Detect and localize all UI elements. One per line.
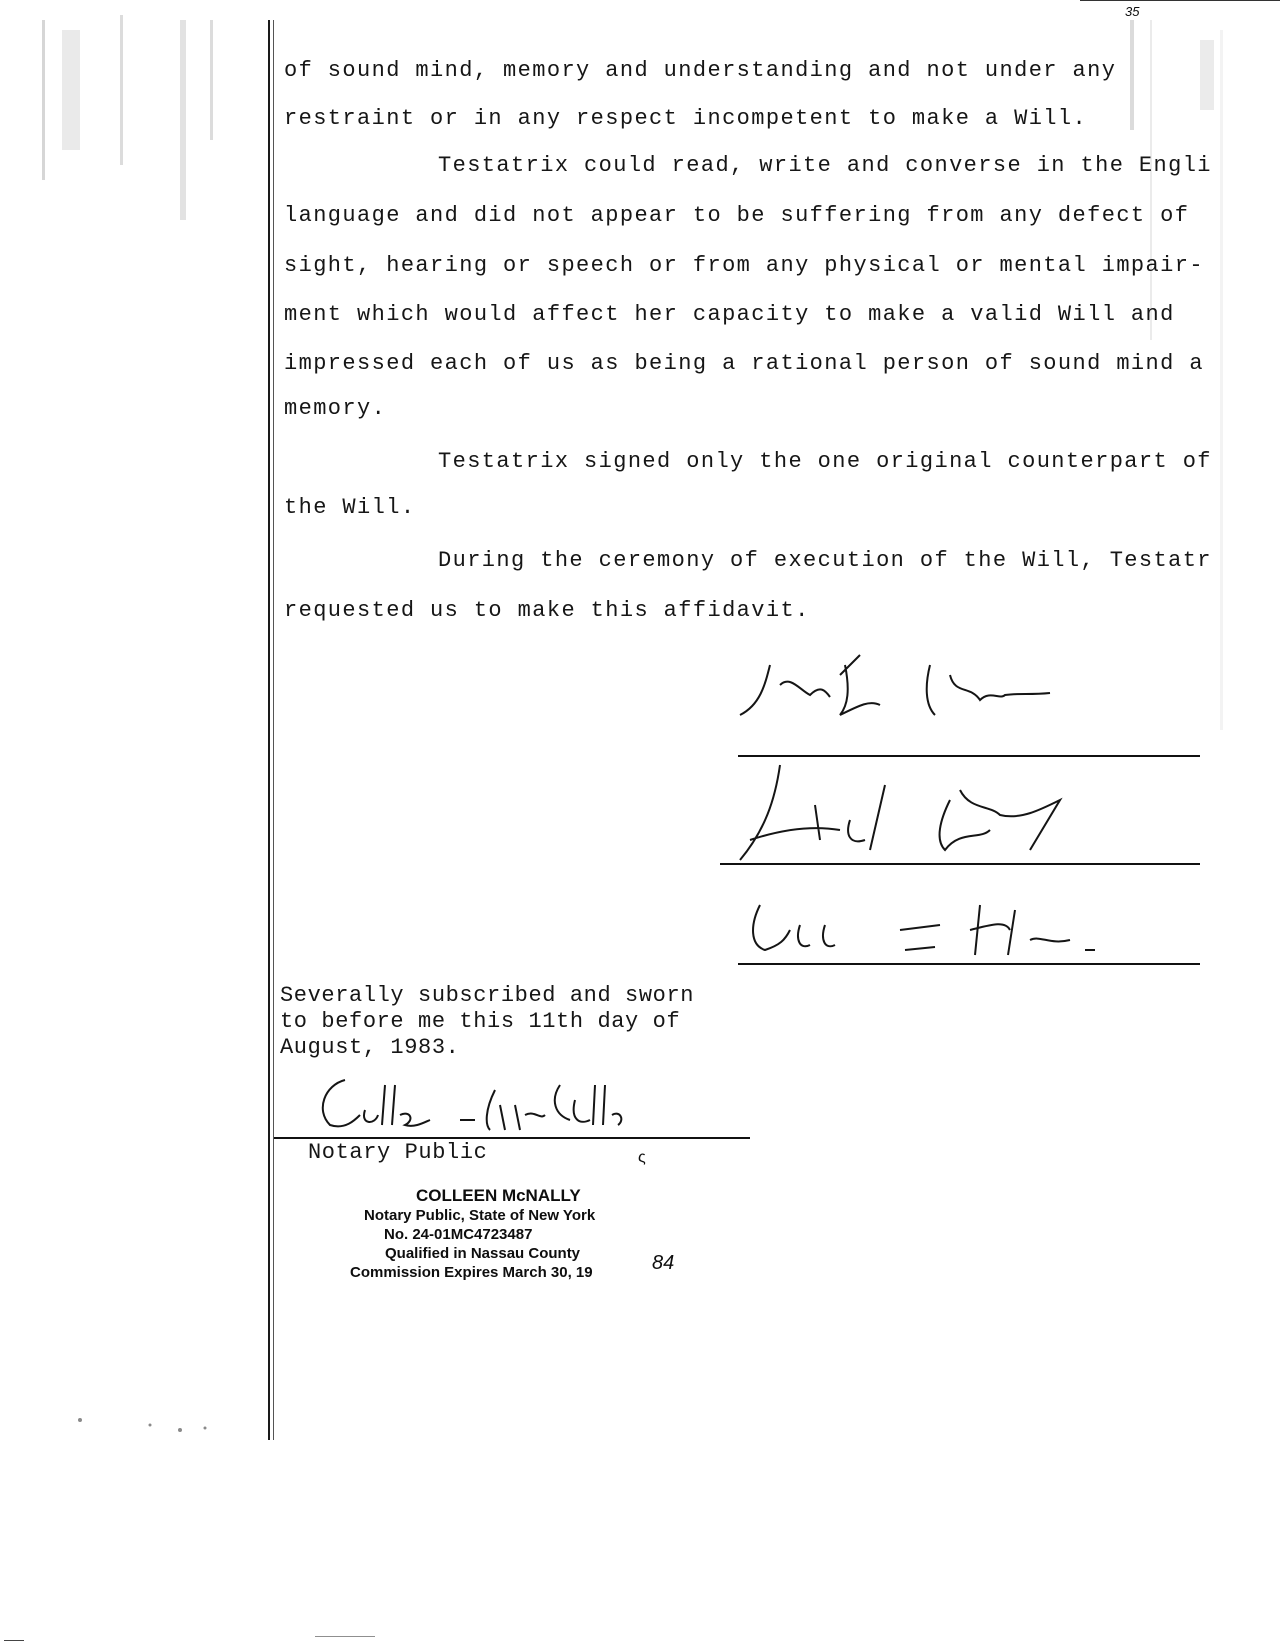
- notary-signature-line: [274, 1137, 750, 1139]
- body-line: sight, hearing or speech or from any physical or mental impair-: [284, 253, 1204, 278]
- body-line: the Will.: [284, 495, 416, 520]
- notary-mark: ς: [638, 1149, 646, 1166]
- body-line: impressed each of us as being a rational person of sound mind a: [284, 351, 1204, 376]
- notary-signature: [300, 1070, 680, 1140]
- top-rule: [1080, 0, 1280, 1]
- stamp-line-5: Commission Expires March 30, 19: [350, 1264, 593, 1281]
- page-mark: 35: [1125, 4, 1140, 19]
- stamp-handwritten-year: 84: [652, 1252, 675, 1274]
- stamp-line-2: Notary Public, State of New York: [364, 1207, 596, 1224]
- body-line: Testatrix signed only the one original counterpart of: [438, 449, 1212, 474]
- jurat-line-3: August, 1983.: [280, 1035, 460, 1060]
- body-line: of sound mind, memory and understanding and not under any: [284, 58, 1117, 83]
- signature-line-1: [738, 755, 1200, 757]
- witness-signature-2: [720, 760, 1150, 880]
- body-line: Testatrix could read, write and converse in the Engli: [438, 153, 1212, 178]
- margin-rule-inner: [273, 20, 274, 1440]
- body-line: language and did not appear to be suffering from any defect of: [284, 203, 1190, 228]
- stamp-name: COLLEEN McNALLY: [416, 1186, 581, 1205]
- stamp-line-3: No. 24-01MC4723487: [384, 1226, 533, 1243]
- witness-signature-1: [730, 645, 1130, 735]
- witness-signature-3: [740, 885, 1120, 975]
- body-line: ment which would affect her capacity to make a valid Will and: [284, 302, 1175, 327]
- body-line: memory.: [284, 396, 387, 421]
- body-line: During the ceremony of execution of the Will, Testatr: [438, 548, 1212, 573]
- jurat-line-1: Severally subscribed and sworn: [280, 983, 695, 1008]
- stamp-line-4: Qualified in Nassau County: [385, 1245, 581, 1262]
- body-line: requested us to make this affidavit.: [284, 598, 810, 623]
- scan-noise: [20, 0, 250, 1648]
- jurat-line-2: to before me this 11th day of: [280, 1009, 681, 1034]
- scan-noise-bottom: [0, 1620, 1280, 1648]
- notary-label: Notary Public: [308, 1140, 488, 1165]
- signature-line-2: [720, 863, 1200, 865]
- body-line: restraint or in any respect incompetent to make a Will.: [284, 106, 1088, 131]
- margin-rule: [268, 20, 270, 1440]
- signature-line-3: [738, 963, 1200, 965]
